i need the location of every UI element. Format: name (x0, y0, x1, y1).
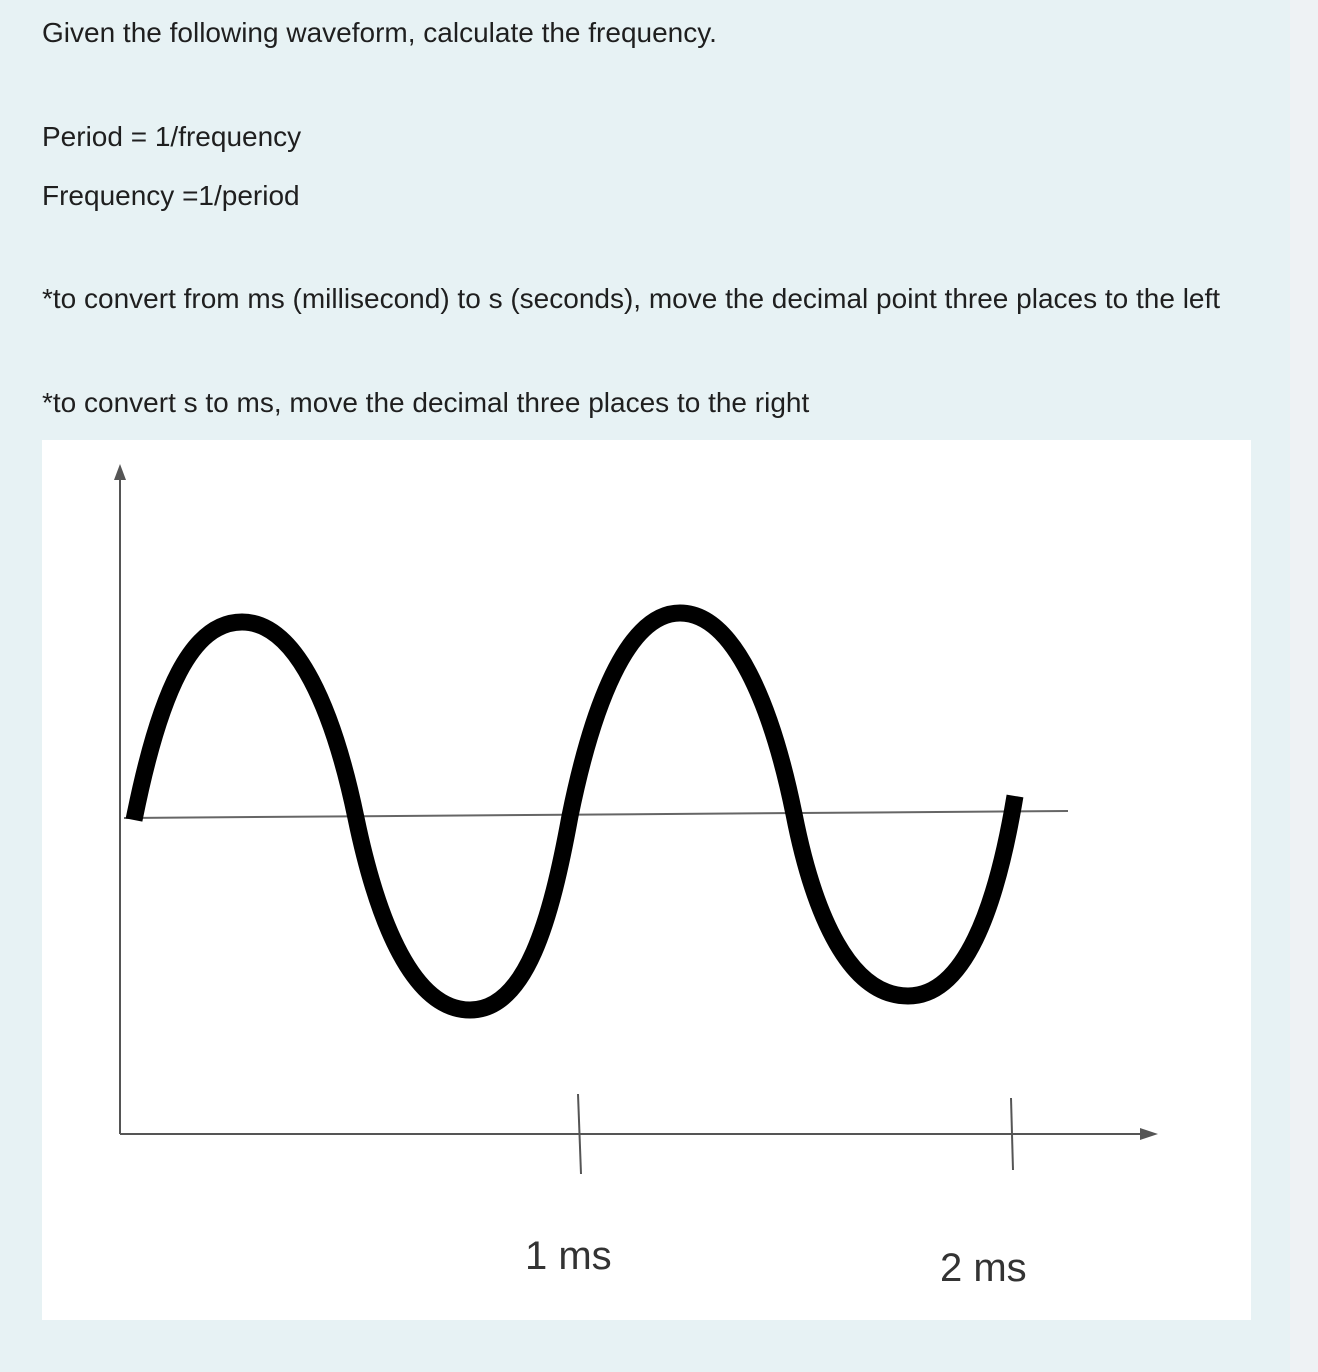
tick-label-2ms: 2 ms (940, 1246, 1027, 1290)
waveform-diagram (42, 440, 1251, 1320)
vertical-axis-arrow (114, 464, 126, 480)
right-scroll-strip (1290, 0, 1318, 1372)
zero-line (124, 811, 1068, 818)
tick-label-1ms: 1 ms (525, 1234, 612, 1278)
tick-2ms (1011, 1098, 1013, 1170)
frequency-formula: Frequency =1/period (42, 180, 300, 211)
question-prompt: Given the following waveform, calculate the frequency. (42, 17, 717, 48)
note-ms-to-seconds: *to convert from ms (millisecond) to s (seconds), move the decimal point three places to the left (42, 283, 1221, 314)
period-formula: Period = 1/frequency (42, 121, 302, 152)
note-seconds-to-ms: *to convert s to ms, move the decimal three places to the right (42, 387, 810, 418)
waveform-figure (42, 440, 1251, 1320)
time-axis-arrow (1140, 1128, 1158, 1140)
